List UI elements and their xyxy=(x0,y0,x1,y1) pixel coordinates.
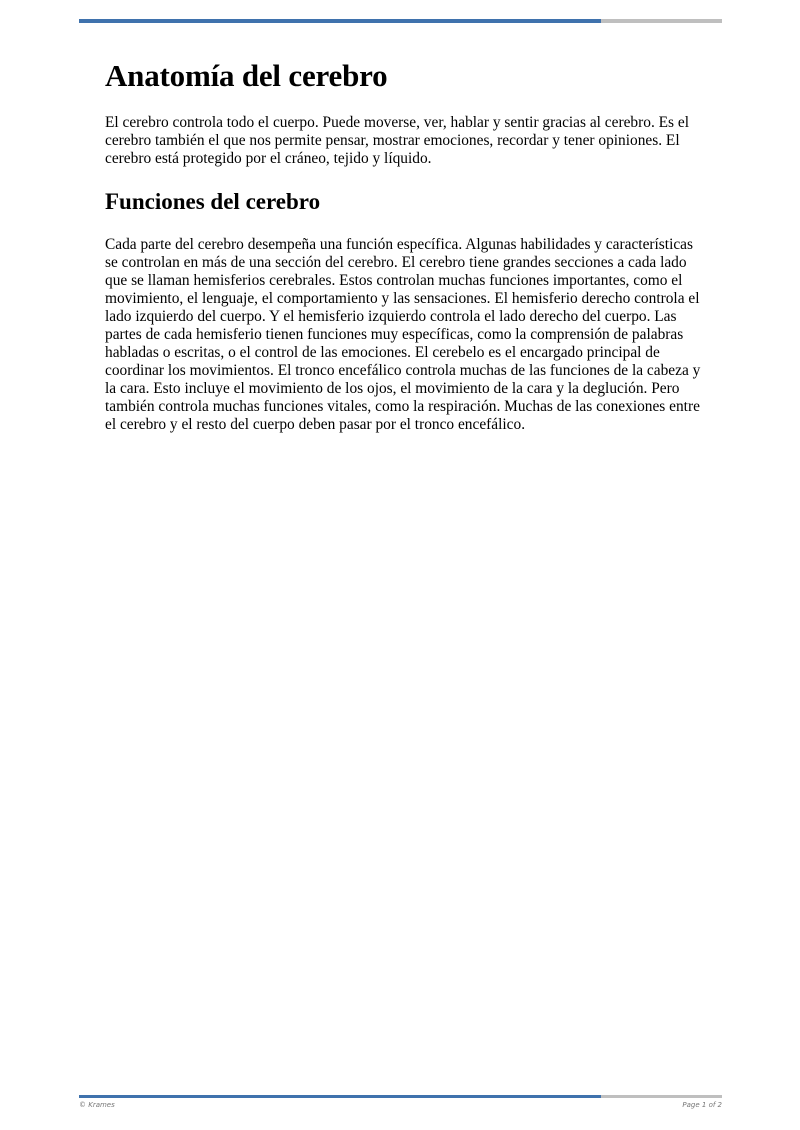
intro-paragraph: El cerebro controla todo el cuerpo. Puede moverse, ver, hablar y sentir gracias al cerebro. Es el cerebro también el que nos permite pensar, mostrar emociones, recordar y tener opiniones. El cerebro está protegido por el cráneo, tejido y líquido. xyxy=(105,114,689,167)
document-body xyxy=(105,54,705,434)
footer-rule-gray xyxy=(601,1095,722,1098)
section-heading: Funciones del cerebro xyxy=(105,189,321,214)
footer-copyright: © Krames xyxy=(79,1101,115,1109)
header-rule-gray xyxy=(601,19,722,23)
header-rule-blue xyxy=(79,19,601,23)
footer-page-indicator: Page 1 of 2 xyxy=(682,1101,722,1109)
footer-rule xyxy=(79,1095,722,1098)
footer-rule-blue xyxy=(79,1095,601,1098)
header-rule xyxy=(79,19,722,23)
page-title: Anatomía del cerebro xyxy=(105,58,388,93)
section-paragraph: Cada parte del cerebro desempeña una función específica. Algunas habilidades y características se controlan en más de una sección del cerebro. El cerebro tiene grandes secciones a cada lado que se llaman hemisferios cerebrales. Estos controlan muchas funciones importantes, como el movimiento, el lenguaje, el comportamiento y las sensaciones. El hemisferio derecho controla el lado izquierdo del cuerpo. Y el hemisferio izquierdo controla el lado derecho del cuerpo. Las partes de cada hemisferio tienen funciones muy específicas, como la comprensión de palabras habladas o escritas, o el control de las emociones. El cerebelo es el encargado principal de coordinar los movimientos. El tronco encefálico controla muchas de las funciones de la cabeza y la cara. Esto incluye el movimiento de los ojos, el movimiento de la cara y la deglución. Pero también controla muchas funciones vitales, como la respiración. Muchas de las conexiones entre el cerebro y el resto del cuerpo deben pasar por el tronco encefálico. xyxy=(105,236,701,433)
